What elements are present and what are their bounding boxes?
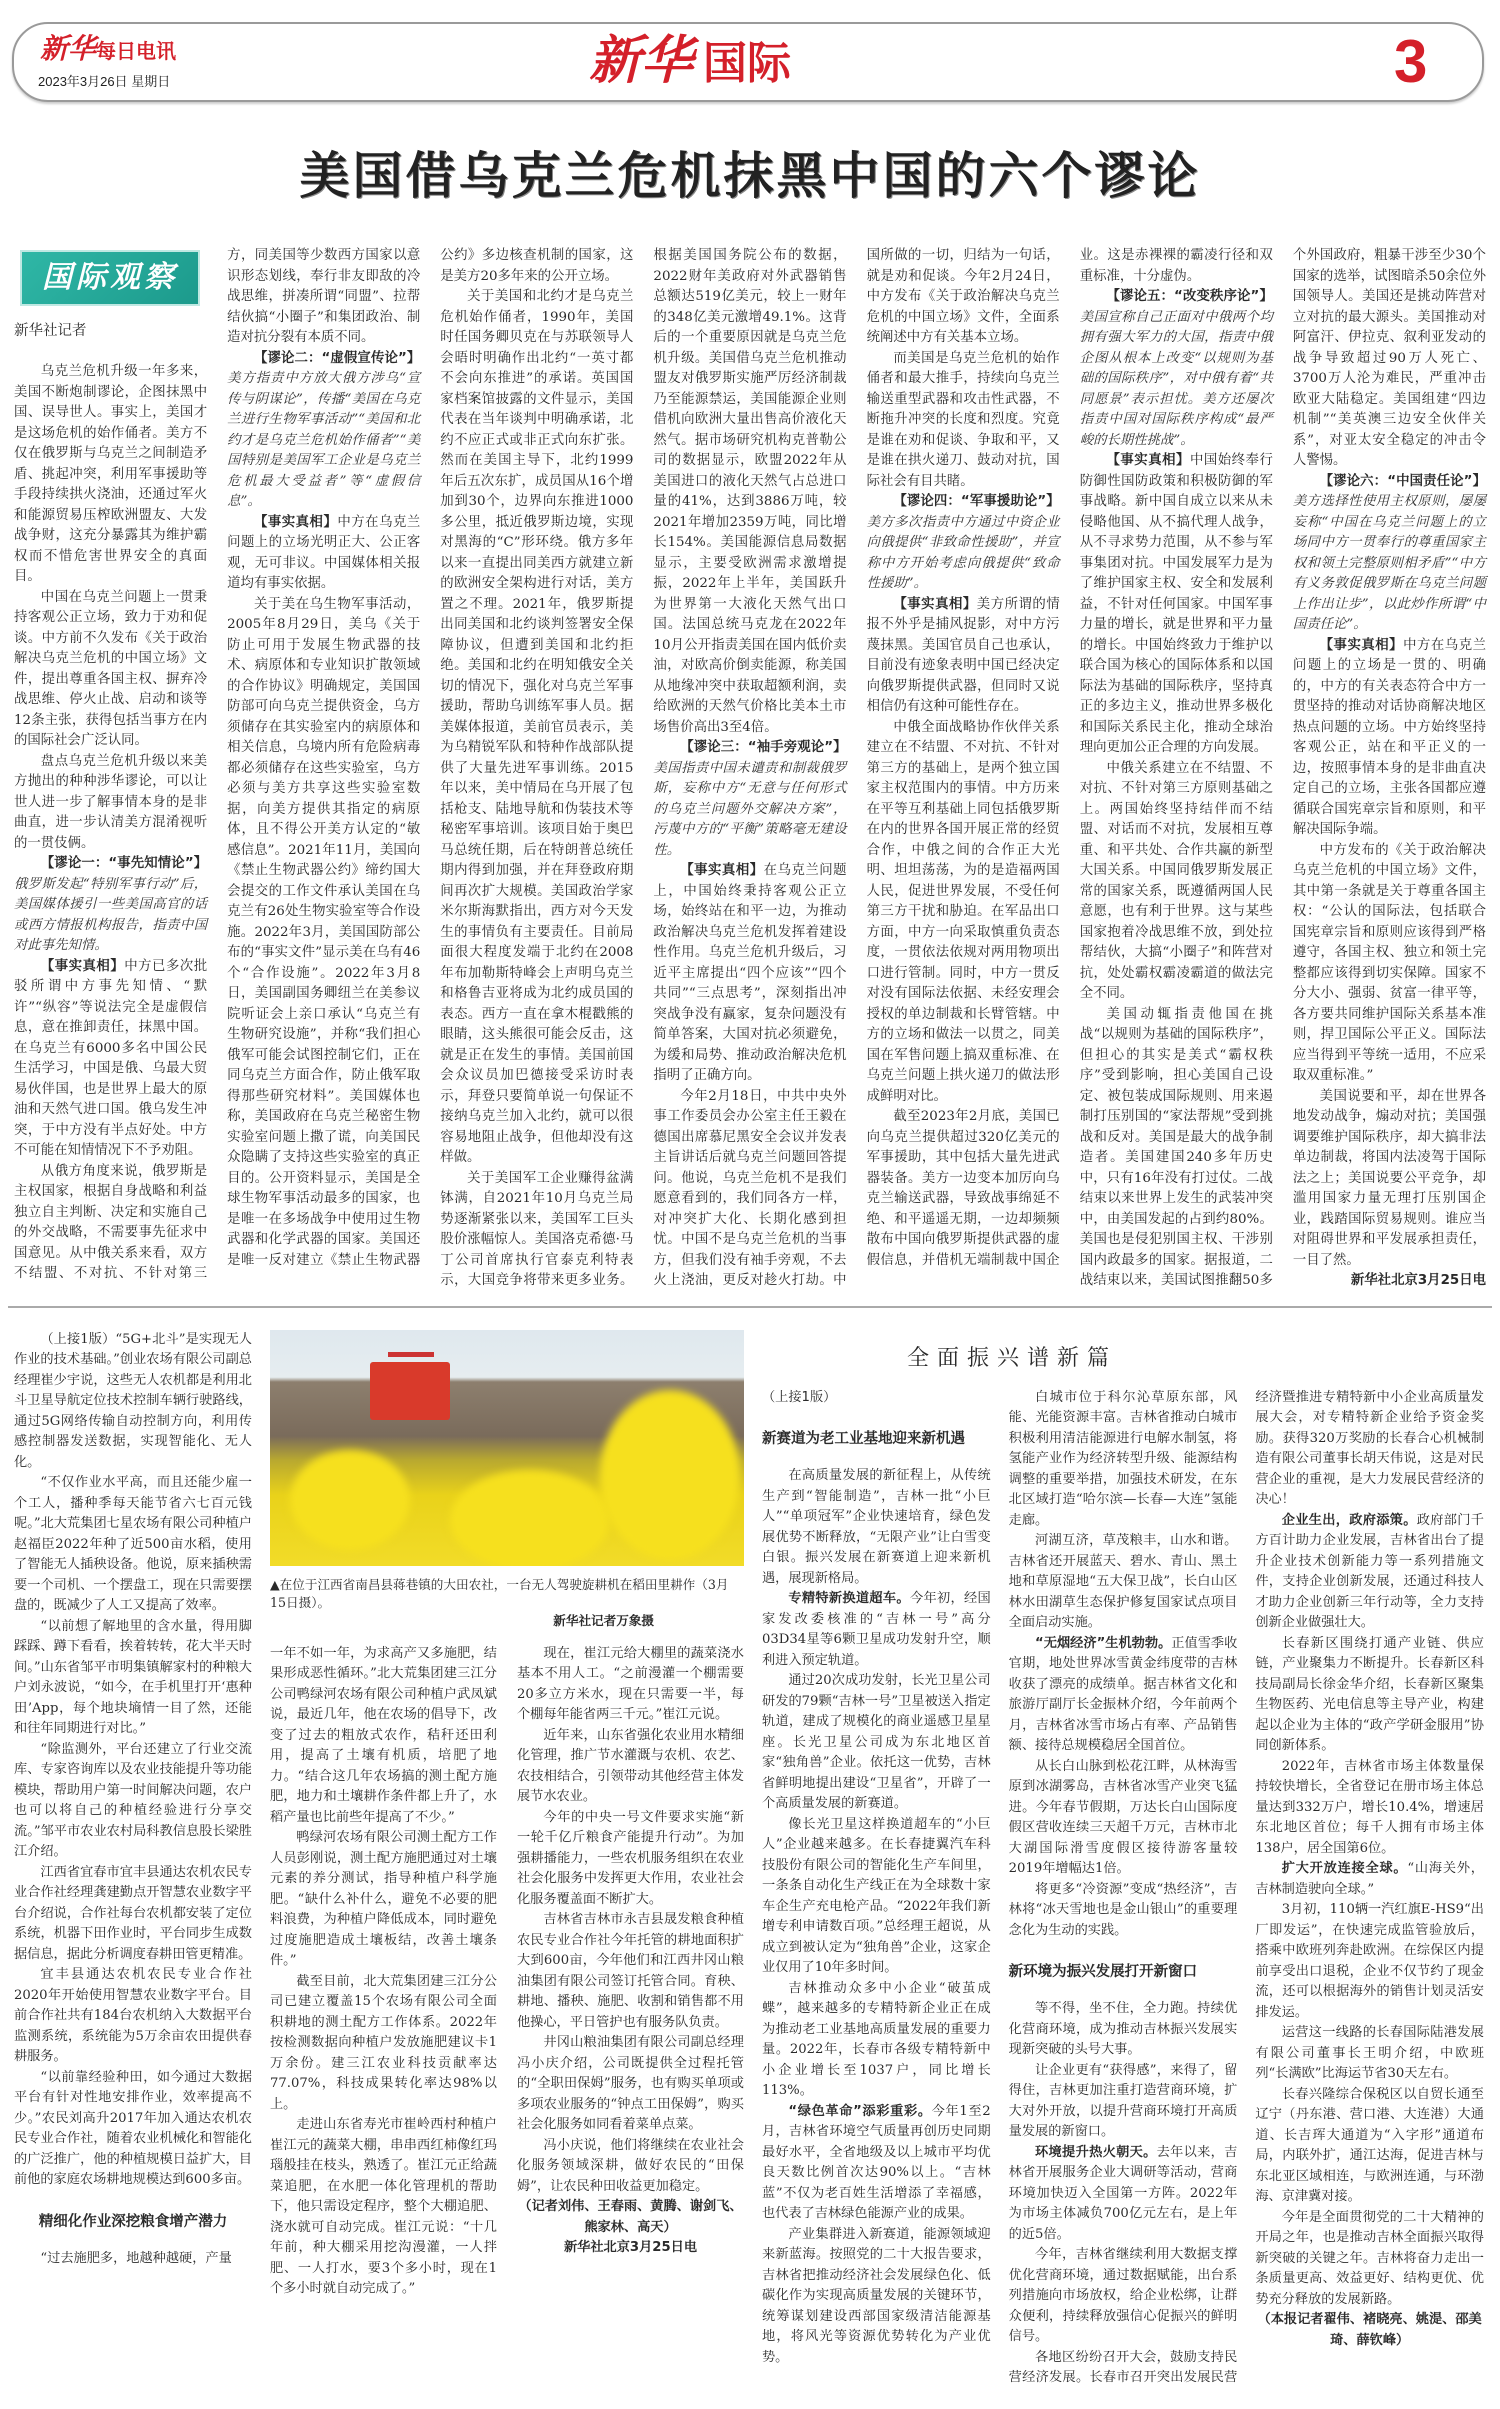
paragraph-text: 而美国是乌克兰危机的始作俑者和最大推手，持续向乌克兰输送重型武器和攻击性武器，不断拖升冲突的长度和烈度。究竟是谁在劝和促谈、争取和平，又是谁在拱火递刀、鼓动对抗，国际社会有目共睹。 xyxy=(866,350,1060,489)
paragraph-text: 截至目前，北大荒集团建三江分公司已建立覆盖15个农场有限公司全面积耕地的测土配方工作体系。2022年按检测数据向种植户发放施肥建议卡1万余份。建三江农业科技贡献率达77.07%，科技成果转化率达98%以上。 xyxy=(270,1973,497,2112)
paragraph-text: 近年来，山东省强化农业用水精细化管理，推广节水灌溉与农机、农艺、农技相结合，引领带动其他经营主体发展节水农业。 xyxy=(517,1727,744,1804)
paragraph-text: 走进山东省寿光市崔岭西村种植户崔江元的蔬菜大棚，串串西红柿像红玛瑙般挂在枝头，熟透了。崔江元正给蔬菜追肥，在水肥一体化管理机的帮助下，他只需设定程序，整个大棚追肥、浇水就可自动完成。崔江元说：“十几年前，种大棚采用挖沟漫灌，一人拌肥、一人打水，要3个多小时，现在1个多小时就自动完成了。” xyxy=(270,2117,497,2296)
fact-label: 【事实真相】 xyxy=(1319,637,1404,653)
paragraph xyxy=(762,1466,991,1589)
paragraph xyxy=(1255,1757,1484,1860)
paragraph-text: “过去施肥多，地越种越硬，产量 xyxy=(40,2250,232,2266)
caption-text: ▲在位于江西省南昌县蒋巷镇的大田农社，一台无人驾驶旋耕机在稻田里耕作（3月15日摄）。 xyxy=(270,1576,729,1610)
paragraph-text: 今年2月18日，中共中央外事工作委员会办公室主任王毅在德国出席慕尼黑安全会议并发表主旨讲话后就乌克兰问题回答提问。他说，乌克兰危机不是我们愿意看到的，我们同各方一样，对冲突扩大化、长期化感到担忧。中国不是乌克兰危机的当事方，但我们没有袖手旁观，不去火上浇油，更反对趁火打劫。中国所做的一切，归结为一句话，就是劝和促谈。今年2月24日，中方发布《关于政治解决乌克兰危机的中国立场》文件，全面系统阐述中方有关基本立场。 xyxy=(653,248,1060,1288)
paragraph xyxy=(14,1330,252,1474)
paragraph-text: 河湖互济，草茂粮丰，山水和谐。吉林省还开展蓝天、碧水、青山、黑土地和草原湿地“五大保卫战”，长白山区林水田湖草生态保护修复国家试点项目全面启动实施。 xyxy=(1008,1533,1238,1630)
newspaper-logo xyxy=(40,32,176,68)
paragraph xyxy=(1009,2143,1238,2246)
paragraph xyxy=(440,287,633,1169)
paragraph-text: “以前靠经验种田，如今通过大数据平台有针对性地安排作业，效率提高不少。”农民刘高升2017年加入通达农机农民专业合作社，随着农业机械化和智能化的广泛推广，他的种植规模日益扩大，目前他的家庭农场耕地规模达到600多亩。 xyxy=(14,2069,252,2187)
farm-article-columns xyxy=(270,1644,744,2300)
fallacy-paragraph xyxy=(14,854,207,957)
paragraph-text: 中俄全面战略协作伙伴关系建立在不结盟、不对抗、不针对第三方的基础上，是两个独立国家主权范围内的事情。中方历来在平等互利基础上同包括俄罗斯在内的世界各国开展正常的经贸合作，中俄之间的合作正大光明、坦坦荡荡，为的是造福两国人民，促进世界发展，不受任何第三方干扰和胁迫。在军品出口方面，中方一向采取慎重负责态度，一贯依法依规对两用物项出口进行管制。同时，中方一贯反对没有国际法依据、未经安理会授权的单边制裁和长臂管辖。中方的立场和做法一以贯之，同美国在军售问题上搞双重标准、在乌克兰问题上拱火递刀的做法形成鲜明对比。 xyxy=(866,719,1060,1104)
fallacy-paragraph xyxy=(1080,287,1273,451)
paragraph xyxy=(762,1671,991,1815)
paragraph xyxy=(1009,2061,1238,2143)
paragraph-text: 江西省宜春市宜丰县通达农机农民专业合作社经理龚建勤点开智慧农业数字平台介绍说，合作社每台农机都安装了定位系统，机器下田作业时，平台同步生成数据信息，据此分析调度春耕田管更精准。 xyxy=(14,1864,252,1962)
column-banner: 国际观察 xyxy=(20,250,200,306)
section-divider xyxy=(8,1306,1492,1308)
paragraph-text: 中方在乌克兰问题上的立场是一贯的、明确的，中方的有关表态符合中方一贯坚持的推动对话协商解决地区热点问题的立场。中方始终坚持客观公正，站在和平正义的一边，按照事情本身的是非曲直决定自己的立场，主张各国都应遵循联合国宪章宗旨和原则，和平解决国际争端。 xyxy=(1292,637,1486,837)
author-credit: （本报记者翟伟、褚晓亮、姚湜、邵美琦、薛钦峰） xyxy=(1257,2312,1482,2348)
section-brand: 新华 xyxy=(589,30,694,91)
paragraph xyxy=(1255,1634,1484,1757)
paragraph-text: 美方选择性使用主权原则，屡屡妄称“中国在乌克兰问题上的立场同中方一贯奉行的尊重国家主权和领土完整原则相矛盾”“中方有义务敦促俄罗斯在乌克兰问题上作出让步”，以此炒作所谓“中国责任论”。 xyxy=(1292,494,1486,632)
paragraph-text: 美方多次指责中方通过中资企业向俄提供“非致命性援助”，并宣称中方开始考虑向俄提供“致命性援助”。 xyxy=(866,514,1060,591)
paragraph-text: 在高质量发展的新征程上，从传统生产到“智能制造”，吉林一批“小巨人”“单项冠军”企业快速培育，绿色发展优势不断释放，“无限产业”让白雪变白银。振兴发展在新赛道上迎来新机遇，展现新格局。 xyxy=(762,1468,991,1586)
paragraph-text: 盘点乌克兰危机升级以来美方抛出的种种涉华谬论，可以让世人进一步了解事情本身的是非曲直，进一步认清美方混淆视听的一贯伎俩。 xyxy=(14,753,208,851)
flower xyxy=(290,1450,410,1550)
paragraph-lead: 环境提升热火朝天。 xyxy=(1035,2144,1157,2160)
fallacy-label: 【谬论三：“袖手旁观论”】 xyxy=(680,740,847,755)
paragraph-text: 宜丰县通达农机农民专业合作社2020年开始使用智慧农业数字平台。目前合作社共有184台农机纳入大数据平台监测系统，系统能为5万余亩农田提供春耕服务。 xyxy=(14,1967,252,2064)
author-credit: （记者刘伟、王春雨、黄腾、谢剑飞、熊家林、高天） xyxy=(518,2199,743,2235)
paragraph xyxy=(1080,759,1273,1005)
paragraph xyxy=(867,349,1060,493)
top-article xyxy=(14,246,1486,1292)
paragraph-text: 让企业更有“获得感”，来得了，留得住，吉林更加注重打造营商环境，扩大对外开放，以提升营商环境打开高质量发展的新窗口。 xyxy=(1008,2062,1238,2139)
subheading: 新环境为振兴发展打开新窗口 xyxy=(1008,1964,1198,1980)
paragraph xyxy=(14,2068,252,2191)
fallacy-paragraph xyxy=(1293,472,1486,636)
paragraph-text: 从长白山脉到松花江畔，从林海雪原到冰湖雾岛，吉林省冰雪产业突飞猛进。今年春节假期，万达长白山国际度假区营收连续三天超千万元，吉林市北大湖国际滑雪度假区接待游客量较2019年增幅达1倍。 xyxy=(1008,1758,1238,1876)
tractor-roof xyxy=(388,1352,434,1357)
paragraph-text: 长春兴隆综合保税区以自贸长通至辽宁（丹东港、营口港、大连港）大通道、长吉珲大通道为“入字形”通道布局，内联外扩，通江达海，促进吉林与东北亚区域相连，与欧洲连通，与环渤海、京津冀对接。 xyxy=(1255,2086,1484,2204)
paragraph-text: 关于美国和北约才是乌克兰危机始作俑者，1990年，美国时任国务卿贝克在与苏联领导人会晤时明确作出北约“一英寸都不会向东推进”的承诺。英国国家档案馆披露的文件显示，美国代表在当年谈判中明确承诺，北约不应正式或非正式向东扩张。然而在美国主导下，北约1999年后五次东扩，成员国从16个增加到30个，边界向东推进1000多公里，抵近俄罗斯边境，实现对黑海的“C”形环绕。俄方多年以来一直提出同美西方就建立新的欧洲安全架构进行对话，美方置之不理。2021年，俄罗斯提出同美国和北约谈判签署安全保障协议，但遭到美国和北约拒绝。美国和北约在明知俄安全关切的情况下，强化对乌克兰军事援助，帮助乌训练军事人员。据美媒体报道，美前官员表示，美为乌精锐军队和特种作战部队提供了大量先进军事训练。2015年以来，美中情局在乌开展了包括枪支、陆地导航和伪装技术等秘密军事培训。该项目始于奥巴马总统任期，后在特朗普总统任期内得到加强，并在拜登政府期间再次扩大规模。美国政治学家米尔斯海默指出，西方对今天发生的事情负有主要责任。目前局面很大程度发端于北约在2008年布加勒斯特峰会上声明乌克兰和格鲁吉亚将成为北约成员国的表态。西方一直在拿木棍戳熊的眼睛，这头熊很可能会反击，这就是正在发生的事情。美国前国会众议员加巴德接受采访时表示，拜登只要简单说一句保证不接纳乌克兰加入北约，就可以很容易地阻止战争，但他却没有这样做。 xyxy=(440,289,634,1165)
paragraph xyxy=(14,362,207,588)
paragraph xyxy=(762,1979,991,2102)
paragraph-text: 今年，吉林省继续利用大数据支撑优化营商环境，通过数据赋能，出台系列措施向市场放权，给企业松绑，让群众便利，持续释放强信心促振兴的鲜明信号。 xyxy=(1008,2247,1238,2344)
paragraph-text: 中方已多次批驳所谓中方事先知情、“默许”“纵容”等说法完全是虚假信息，意在推卸责任，抹黑中国。在乌克兰有6000多名中国公民生活学习，中国是俄、乌最大贸易伙伴国，也是世界上最大的原油和天然气进口国。俄乌发生冲突，于中方没有半点好处。中方不可能在知情情况下不予劝阻。 xyxy=(14,958,208,1158)
fallacy-label: 【谬论一：“事先知情论”】 xyxy=(40,856,208,871)
author-credit: 新华社北京3月25日电 xyxy=(563,2240,698,2255)
fact-paragraph xyxy=(1293,636,1486,841)
issue-date: 2023年3月26日 星期日 xyxy=(38,74,171,89)
fact-label: 【事实真相】 xyxy=(680,863,764,878)
paragraph xyxy=(14,1863,252,1966)
paragraph-text: 今年是全面贯彻党的二十大精神的开局之年，也是推动吉林全面振兴取得新突破的关键之年。吉林将奋力走出一条质量更高、效益更好、结构更优、优势充分释放的发展新路。 xyxy=(1255,2209,1484,2307)
paragraph xyxy=(1293,1087,1486,1272)
paragraph-text: 运营这一线路的长春国际陆港发展有限公司董事长王明介绍，中欧班列“长满欧”比海运节省30天左右。 xyxy=(1255,2025,1484,2081)
paragraph xyxy=(14,752,207,855)
paragraph-lead: 专精特新换道超车。 xyxy=(788,1591,910,1606)
fact-paragraph xyxy=(227,513,420,595)
fact-paragraph xyxy=(14,957,207,1162)
paragraph xyxy=(1255,1900,1484,2023)
farm-photo xyxy=(270,1330,744,1566)
farm-article-left-column xyxy=(14,1330,252,2389)
flower xyxy=(450,1470,610,1566)
paragraph-text: 今年的中央一号文件要求实施“新一轮千亿斤粮食产能提升行动”。为加强耕播能力，一些农机服务组织在农业社会化服务中发挥更大作用，农业社会化服务覆盖面不断扩大。 xyxy=(517,1809,744,1907)
paragraph-text: 从俄方角度来说，俄罗斯是主权国家，根据自身战略和利益独立自主判断、决定和实施自己的外交战略，不需要事先征求中国意见。从中俄关系来看，双方不结盟、不对抗、不针对第三方，同美国等少数西方国家以意识形态划线，奉行非友即敌的冷战思维，拼凑所谓“同盟”、拉帮结伙搞“小圈子”和集团政治、制造对抗分裂有本质不同。 xyxy=(14,248,421,1281)
paragraph-text: 通过20次成功发射，长光卫星公司研发的79颗“吉林一号”卫星被送入指定轨道，建成了规模化的商业遥感卫星星座。长光卫星公司成为东北地区首家“独角兽”企业。依托这一优势，吉林省鲜明地提出建设“卫星省”，开辟了一个高质量发展的新赛道。 xyxy=(762,1673,991,1811)
paragraph xyxy=(14,1740,252,1863)
paragraph-text: “以前想了解地里的含水量，得用脚踩踩、蹲下看看，挨着转转，花大半天时间。”山东省邹平市明集镇解家村的种粮大户刘永波说，“如今，在手机里打开‘惠种田’App，每个地块墒情一目了然，还能和往年同期进行对比。” xyxy=(14,1618,252,1736)
paragraph xyxy=(762,1589,991,1671)
paragraph xyxy=(1255,2023,1484,2085)
paragraph xyxy=(517,1726,744,1808)
paragraph-text: “不仅作业水平高，而且还能少雇一个工人，播种季每天能节省六七百元钱呢。”北大荒集团七星农场有限公司种植户赵福臣2022年种了近500亩水稻，使用了智能无人插秧设备。他说，原来插秧需要一个司机、一个摆盘工，现在只需要摆盘的，既减少了人工又提高了效率。 xyxy=(14,1475,252,1613)
paragraph-text: 去年以来，吉林省开展服务企业大调研等活动，营商环境加快迈入全国第一方阵。2022年为市场主体减负700亿元左右，是上年的近5倍。 xyxy=(1008,2144,1238,2242)
logo-brand: 新华 xyxy=(40,32,97,65)
paragraph-text: 乌克兰危机升级一年多来，美国不断炮制谬论，企图抹黑中国、误导世人。事实上，美国才是这场危机的始作俑者。美方不仅在俄罗斯与乌克兰之间制造矛盾、挑起冲突，利用军事援助等手段持续拱火浇油，还通过军火和能源贸易压榨欧洲盟友、大发战争财，这充分暴露其为维护霸权而不惜危害世界安全的真面目。 xyxy=(14,364,208,584)
fact-label: 【事实真相】 xyxy=(253,514,338,530)
fact-paragraph xyxy=(1080,451,1273,759)
paragraph xyxy=(517,2033,744,2136)
fallacy-paragraph xyxy=(653,738,846,861)
paragraph xyxy=(1293,841,1486,1087)
paragraph xyxy=(14,2249,252,2270)
paragraph-text: （上接1版）“5G+北斗”是实现无人作业的技术基础。”创业农场有限公司副总经理崔少宇说，这些无人农机都是利用北斗卫星导航定位技术控制车辆行驶路线，通过5G网络传输自动控制方向，利用传感控制器发送数据，实现智能化、无人化。 xyxy=(14,1331,252,1470)
paragraph-text: 今年1至2月，吉林省环境空气质量再创历史同期最好水平，全省地级及以上城市平均优良天数比例首次达90%以上。“吉林蓝”不仅为老百姓生活增添了幸福感，也代表了吉林绿色能源产业的成果。 xyxy=(762,2103,991,2221)
paragraph-text: 吉林省吉林市永吉县晟发粮食种植农民专业合作社今年托管的耕地面积扩大到600亩，今年他们和江西井冈山粮油集团有限公司签订托管合同。育秧、耕地、播秧、施肥、收割和销售都不用他操心，平日管护也有服务队负责。 xyxy=(517,1912,744,2030)
paragraph xyxy=(14,1965,252,2068)
paragraph-text: 2022年，吉林省市场主体数量保持较快增长，全省登记在册市场主体总量达到332万户，增长10.4%，增速居东北地区首位；每千人拥有市场主体138户，居全国第6位。 xyxy=(1255,1758,1484,1856)
paragraph xyxy=(270,2115,497,2300)
paragraph xyxy=(270,1972,497,2116)
paragraph-lead: “绿色革命”添彩重彩。 xyxy=(788,2103,932,2119)
paragraph xyxy=(517,1808,744,1911)
section-name: 国际 xyxy=(703,38,792,89)
paragraph xyxy=(1009,1531,1238,1634)
fallacy-label: 【谬论六：“中国责任论”】 xyxy=(1319,473,1486,489)
section-title xyxy=(589,30,791,95)
paragraph-text: 中国在乌克兰问题上一贯秉持客观公正立场，致力于劝和促谈。中方前不久发布《关于政治解决乌克兰危机的中国立场》文件，提出尊重各国主权、摒弃冷战思维、停火止战、启动和谈等12条主张，获得包括当事方在内的国际社会广泛认同。 xyxy=(14,589,208,748)
paragraph xyxy=(14,1473,252,1617)
paragraph xyxy=(1009,1999,1238,2061)
subheading: 精细化作业深挖粮食增产潜力 xyxy=(38,2213,228,2230)
paragraph xyxy=(1009,1634,1238,1757)
paragraph-text: 正值雪季收官期，地处世界冰雪黄金纬度带的吉林收获了漂亮的成绩单。据吉林省文化和旅游厅副厅长金振林介绍，今年前两个月，吉林省冰雪市场占有率、产品销售额、接待总规模稳居全国首位。 xyxy=(1008,1635,1238,1753)
paragraph-text: “山海关外，吉林制造驶向全球。” xyxy=(1255,1861,1484,1897)
fallacy-label: 【谬论二：“虚假宣传论”】 xyxy=(253,350,421,366)
paragraph-text: 今年初，经国家发改委核准的“吉林一号”高分03D34星等6颗卫星成功发射升空，顺利进入预定轨道。 xyxy=(762,1591,991,1668)
page-number: 3 xyxy=(1394,28,1428,95)
paragraph xyxy=(1255,1859,1484,1900)
paragraph xyxy=(1009,1757,1238,1880)
fact-label: 【事实真相】 xyxy=(40,958,125,974)
fallacy-label: 【谬论四：“军事援助论”】 xyxy=(893,494,1060,509)
paragraph-text: 白城市位于科尔沁草原东部，风能、光能资源丰富。吉林省推动白城市积极利用清洁能源进行电解水制氢，将氢能产业作为经济转型升级、能源结构调整的重要举措，加强技术研发，在东北区域打造“哈尔滨—长春—大连”氢能走廊。 xyxy=(1008,1389,1238,1528)
paragraph: 一年不如一年，为求高产又多施肥，结果形成恶性循环。”北大荒集团建三江分公司鸭绿河农场有限公司种植户武凤斌说，最近几年，他在农场的倡导下，改变了过去的粗放式农作，秸秆还田利用，提高了土壤有机质，培肥了地力。“结合这几年农场搞的测土配方施肥，地力和土壤耕作条件都上升了，水稻产量也比前些年提高了不少。” xyxy=(270,1645,497,1825)
paragraph xyxy=(270,1828,497,1972)
paragraph xyxy=(762,2225,991,2369)
paragraph-text: 美国宣称自己正面对中俄两个均拥有强大军力的大国，指责中俄企图从根本上改变“以规则为基础的国际秩序”，对中俄有着“共同愿景”表示担忧。美方还屡次指责中国对国际秩序构成“最严峻的长期性挑战”。 xyxy=(1079,309,1273,448)
bottom-section xyxy=(14,1330,1484,2409)
tractor xyxy=(370,1362,450,1420)
paragraph-text: 美方指责中方放大俄方涉乌“宣传与阴谋论”，传播“美国在乌克兰进行生物军事活动”“美国和北约才是乌克兰危机始作俑者”“美国特别是美国军工企业是乌克兰危机最大受益者”等“虚假信息”。 xyxy=(227,371,421,509)
paragraph-text: 美国说要和平，却在世界各地发动战争，煽动对抗；美国强调要维护国际秩序，却大搞非法单边制裁，将国内法凌驾于国际法之上；美国说要公平竞争，却滥用国家力量无理打压别国企业，践踏国际贸易规则。谁应当对阻碍世界和平发展承担责任，一目了然。 xyxy=(1292,1088,1486,1268)
continued-note: （上接1版） xyxy=(762,1389,837,1405)
flower xyxy=(600,1390,740,1560)
paragraph-text: 中方发布的《关于政治解决乌克兰危机的中国立场》文件，其中第一条就是关于尊重各国主权：“公认的国际法，包括联合国宪章宗旨和原则应该得到严格遵守，各国主权、独立和领土完整都应该得到切实保障。国家不分大小、强弱、贫富一律平等，各方要共同维护国际关系基本准则，捍卫国际公平正义。国际法应当得到平等统一适用，不应采取双重标准。” xyxy=(1292,842,1486,1083)
masthead xyxy=(12,22,1484,102)
paragraph-text: 现在，崔江元给大棚里的蔬菜浇水基本不用人工。“之前漫灌一个棚需要20多立方米水，现在只需要一半，每个棚每年能省两三千元。”崔江元说。 xyxy=(517,1645,744,1722)
byline: 新华社记者 xyxy=(14,323,87,339)
paragraph-text: 井冈山粮油集团有限公司副总经理冯小庆介绍，公司既提供全过程托管的“全职田保姆”服务，也有购买单项或多项农业服务的“钟点工田保姆”，购买社会化服务如同看着菜单点菜。 xyxy=(517,2035,744,2132)
jilin-article-wrap xyxy=(762,1330,1484,2389)
paragraph xyxy=(517,2136,744,2198)
fact-label: 【事实真相】 xyxy=(893,596,977,612)
paragraph xyxy=(14,588,207,752)
paragraph-text: 鸭绿河农场有限公司测土配方工作人员彭刚说，测土配方施肥通过对土壤元素的养分测试，指导种植户科学施肥。“缺什么补什么，避免不必要的肥料浪费，为种植户降低成本，同时避免过度施肥造成土壤板结，改善土壤条件。” xyxy=(270,1830,497,1968)
paragraph-text: 吉林推动众多中小企业“破茧成蝶”，越来越多的专精特新企业正在成为推动老工业基地高质量发展的重要力量。2022年，长春市各级专精特新中小企业增长至1037户，同比增长113%。 xyxy=(762,1980,991,2098)
paragraph xyxy=(1009,1880,1238,1942)
paragraph-text: 关于美在乌生物军事活动，2005年8月29日，美乌《关于防止可用于发展生物武器的技术、病原体和专业知识扩散领域的合作协议》明确规定，美国国防部可向乌克兰提供资金，乌方须储存在其实验室内的病原体和相关信息，乌境内所有危险病毒都必须储存在这些实验室，乌方必须与美方共享这些实验室数据，向美方提供其指定的病原体，且不得公开美方认定的“敏感信息”。2021年11月，美国向《禁止生物武器公约》缔约国大会提交的工作文件承认美国在乌克兰有26处生物实验室等合作设施。2022年3月，美国国防部公布的“事实文件”显示美在乌有46个“合作设施”。2022年3月8日，美国副国务卿纽兰在美参议院听证会上亲口承认“乌克兰有生物研究设施”，并称“我们担心俄军可能会试图控制它们，正在同乌克兰方面合作，防止俄军取得那些研究材料”。美国媒体也称，美国政府在乌克兰秘密生物实验室问题上撒了谎，向美国民众隐瞒了支持这些实验室的真正目的。公开资料显示，美国是全球生物军事活动最多的国家，也是唯一在多场战争中使用过生物武器和化学武器的国家。美国还是唯一反对建立《禁止生物武器公约》多边核查机制的国家，这是美方20多年来的公开立场。 xyxy=(227,248,634,1268)
fact-paragraph xyxy=(867,595,1060,718)
jilin-article-title: 全面振兴谱新篇 xyxy=(906,1345,1117,1371)
paragraph-text: 产业集群进入新赛道，能源领域迎来新蓝海。按照党的二十大报告要求，吉林省把推动经济社会发展绿色化、低碳化作为实现高质量发展的关键环节，统筹谋划建设西部国家级清洁能源基地，将风光等资源优势转化为产业优势。 xyxy=(762,2226,991,2365)
paragraph-text: 美国指责中国未谴责和制裁俄罗斯，妄称中方“无意与任何形式的乌克兰问题外交解决方案”，污蔑中方的“平衡”策略毫无建设性。 xyxy=(653,760,847,858)
jilin-article xyxy=(762,1388,1484,2389)
paragraph-text: 美国动辄指责他国在挑战“以规则为基础的国际秩序”，但担心的其实是美式“霸权秩序”受到影响，担心美国自己设定、被包装成国际规则、用来遏制打压别国的“家法帮规”受到挑战和反对。美国是最大的战争制造者。美国建国240多年历史中，只有16年没有打过仗。二战结束以来世界上发生的武装冲突中，由美国发起的占到约80%。美国也是侵犯别国主权、干涉别国内政最多的国家。据报道，二战结束以来，美国试图推翻50多个外国政府，粗暴干涉至少30个国家的选举，试图暗杀50余位外国领导人。美国还是挑动阵营对立对抗的最大源头。美国推动对阿富汗、伊拉克、叙利亚发动的战争导致超过90万人死亡、3700万人沦为难民，严重冲击欧亚大陆稳定。美国组建“四边机制”“美英澳三边安全伙伴关系”，对亚太安全稳定的冲击令人警惕。 xyxy=(1079,248,1486,1288)
paragraph-text: 3月初，110辆一汽红旗E-HS9“出厂即发运”，在快速完成监管验放后，搭乘中欧班列奔赴欧洲。在综保区内提前享受出口退税，企业不仅节约了现金流，还可以根据海外的销售计划灵活安排发运。 xyxy=(1255,1902,1484,2020)
paragraph-lead: 扩大开放连接全球。 xyxy=(1281,1861,1408,1876)
paragraph-text: 截至2023年2月底，美国已向乌克兰提供超过320亿美元的军事援助，其中包括大量先进武器装备。美方一边变本加厉向乌克兰输送武器，导致战事绵延不绝、和平遥遥无期，一边却频频散布中国向俄罗斯提供武器的虚假信息，并借机无端制裁中国企业。这是赤裸裸的霸凌行径和双重标准，十分虚伪。 xyxy=(866,248,1273,1268)
fact-paragraph xyxy=(653,861,846,1087)
paragraph-text: 中俄关系建立在不结盟、不对抗、不针对第三方原则基础之上。两国始终坚持结伴而不结盟、对话而不对抗，发展相互尊重、和平共处、合作共赢的新型大国关系。中国同俄罗斯发展正常的国家关系，既遵循两国人民意愿，也有利于世界。这与某些国家抱着冷战思维不放，到处拉帮结伙，大搞“小圈子”和阵营对抗，处处霸权霸凌霸道的做法完全不同。 xyxy=(1079,760,1273,1001)
paragraph xyxy=(517,1910,744,2033)
fallacy-label: 【谬论五：“改变秩序论”】 xyxy=(1106,289,1273,304)
subheading: 新赛道为老工业基地迎来新机遇 xyxy=(762,1431,965,1447)
fallacy-paragraph xyxy=(227,349,420,513)
paragraph xyxy=(1255,1511,1484,1634)
paragraph-text: 冯小庆说，他们将继续在农业社会化服务领域深耕，做好农民的“田保姆”，让农民种田收益更加稳定。 xyxy=(517,2137,744,2194)
paragraph-text: 长春新区围绕打通产业链、供应链，产业聚集力不断提升。长春新区科技局副局长徐金华介绍，长春新区聚集生物医药、光电信息等主导产业，构建起以企业为主体的“政产学研金服用”协同创新体系。 xyxy=(1255,1635,1484,1753)
paragraph xyxy=(762,2102,991,2225)
fallacy-paragraph xyxy=(867,492,1060,595)
fact-label: 【事实真相】 xyxy=(1106,453,1190,468)
paragraph-text: 关于美国军工企业赚得盆满钵满，自2021年10月乌克兰局势逐渐紧张以来，美国军工巨头股价涨幅惊人。美国洛克希德·马丁公司首席执行官泰克利特表示，大国竞争将带来更多业务。根据美国国务院公布的数据，2022财年美政府对外武器销售总额达519亿美元，较上一财年的348亿美元激增49.1%。这背后的一个重要原因就是乌克兰危机升级。美国借乌克兰危机推动盟友对俄罗斯实施严厉经济制裁乃至能源禁运，美国能源企业则借机向欧洲大量出售高价液化天然气。据市场研究机构克普勒公司的数据显示，欧盟2022年从美国进口的液化天然气占总进口量的41%，达到3886万吨，较2021年增加2359万吨，同比增长154%。美国能源信息局数据显示，主要受欧洲需求激增提振，2022年上半年，美国跃升为世界第一大液化天然气出口国。法国总统马克龙在2022年10月公开指责美国在国内低价卖油，对欧高价倒卖能源，称美国从地缘冲突中获取超额利润，卖给欧洲的天然气价格比美本土市场售价高出3至4倍。 xyxy=(440,248,847,1288)
paragraph-text: 美方所谓的情报不外乎是捕风捉影，对中方污蔑抹黑。美国官员自己也承认，目前没有迹象表明中国已经决定向俄罗斯提供武器，但同时又说相信仍有这种可能性存在。 xyxy=(866,596,1060,714)
main-headline: 美国借乌克兰危机抹黑中国的六个谬论 xyxy=(299,146,1201,205)
paragraph xyxy=(1009,1388,1238,1532)
paragraph-text: 俄罗斯发起“特别军事行动”后，美国媒体援引一些美国高官的话或西方情报机构报告，指责中国对此事先知情。 xyxy=(14,876,208,953)
paragraph xyxy=(1009,2245,1238,2348)
dateline: 新华社北京3月25日电 xyxy=(1350,1273,1486,1288)
paragraph xyxy=(517,1644,744,1726)
paragraph xyxy=(14,1617,252,1740)
paragraph xyxy=(762,1815,991,1979)
paragraph-text: 中方在乌克兰问题上的立场光明正大、公正客观，无可非议。中国媒体相关报道均有事实依据。 xyxy=(227,514,421,591)
paragraph-text: 像长光卫星这样换道超车的“小巨人”企业越来越多。在长春捷翼汽车科技股份有限公司的智能化生产车间里，一条条自动化生产线正在为全球数十家车企生产充电枪产品。“2022年我们新增专利申请数百项。”总经理王超说，从成立到被认定为“独角兽”企业，这家企业仅用了10年多时间。 xyxy=(762,1816,991,1975)
farm-article-center xyxy=(270,1330,744,2389)
paragraph xyxy=(1255,2085,1484,2208)
logo-suffix: 每日电讯 xyxy=(96,39,177,63)
paragraph-text: 在乌克兰问题上，中国始终秉持客观公正立场，始终站在和平一边，为推动政治解决乌克兰危机发挥着建设性作用。乌克兰危机升级后，习近平主席提出“四个应该”“四个共同”“三点思考”，深刻指出冲突战争没有赢家，复杂问题没有简单答案，大国对抗必须避免，为缓和局势、推动政治解决危机指明了正确方向。 xyxy=(653,863,847,1083)
paragraph-text: 中国始终奉行防御性国防政策和积极防御的军事战略。新中国自成立以来从未侵略他国、从不搞代理人战争，从不寻求势力范围，从不参与军事集团对抗。中国发展军力是为了维护国家主权、安全和发展利益，不针对任何国家。中国军事力量的增长，就是世界和平力量的增长。中国始终致力于维护以联合国为核心的国际体系和以国际法为基础的国际秩序，坚持真正的多边主义，推动世界多极化和国际关系民主化，推动全球治理向更加公正合理的方向发展。 xyxy=(1079,453,1273,755)
photo-caption xyxy=(270,1576,744,1630)
paragraph-text: 各地区纷纷召开大会，鼓励支持民营经济发展。长春市召开突出发展民营经济暨推进专精特新中小企业高质量发展大会，对专精特新企业给予资金奖励。获得320万奖励的长春合心机械制造有限公司董事长胡天伟说，这是对民营企业的重视，是大力发展民营经济的决心！ xyxy=(1008,1389,1484,2385)
paragraph-text: 政府部门千方百计助力企业发展，吉林省出台了提升企业技术创新能力等一系列措施文件，支持企业创新发展，还通过科技人才助力企业创新三年行动等，全力支持创新企业做强壮大。 xyxy=(1255,1512,1484,1630)
paragraph-text: “除监测外，平台还建立了行业交流库、专家咨询库以及农业技能提升等功能模块，帮助用户第一时间解决问题，农户也可以将自己的种植经验进行分享交流。”邹平市农业农村局科教信息股长梁胜江介绍。 xyxy=(14,1741,252,1859)
paragraph-lead: 企业生出，政府添策。 xyxy=(1281,1512,1417,1528)
paragraph xyxy=(1255,2208,1484,2311)
photo-credit: 新华社记者万象摄 xyxy=(553,1612,654,1628)
paragraph xyxy=(867,718,1060,1108)
paragraph-lead: “无烟经济”生机勃勃。 xyxy=(1035,1635,1172,1651)
paragraph-text: 等不得，坐不住，全力跑。持续优化营商环境，成为推动吉林振兴发展实现新突破的头号大事。 xyxy=(1008,2001,1238,2057)
paragraph-text: 将更多“冷资源”变成“热经济”，吉林将“冰天雪地也是金山银山”的重要理念化为生动的实践。 xyxy=(1008,1881,1238,1938)
